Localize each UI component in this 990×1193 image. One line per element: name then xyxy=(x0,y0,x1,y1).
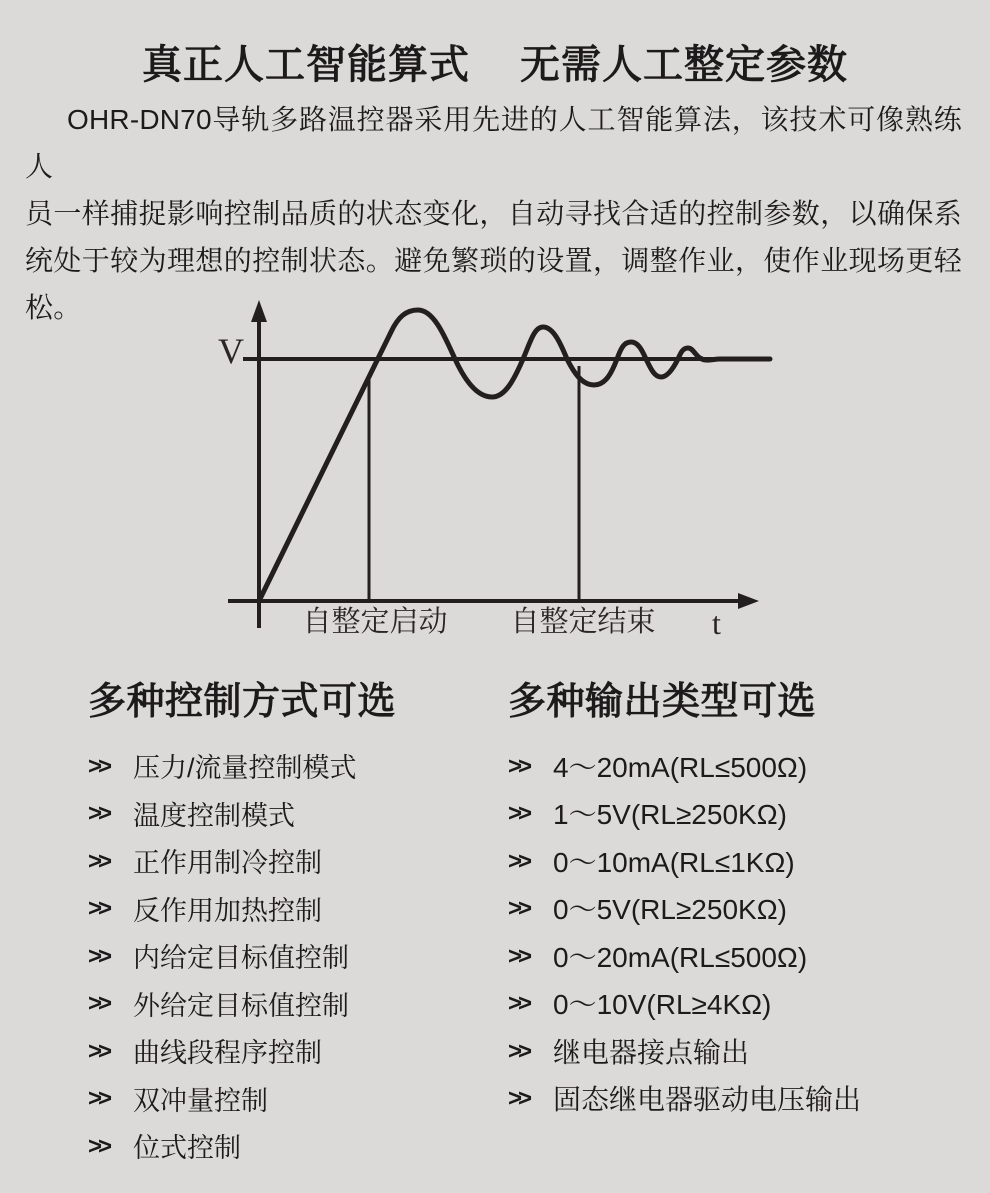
list-item xyxy=(88,742,498,790)
double-chevron-icon: >> xyxy=(508,752,529,780)
double-chevron-icon: >> xyxy=(508,942,529,970)
list-item xyxy=(88,932,498,980)
double-chevron-icon: >> xyxy=(508,1037,529,1065)
list-item xyxy=(88,837,498,885)
list-item-label: 继电器接点输出 xyxy=(553,1036,750,1068)
double-chevron-icon: >> xyxy=(88,895,109,923)
x-axis-arrow-icon xyxy=(738,593,759,609)
list-item xyxy=(88,1027,498,1075)
list-item-label: 位式控制 xyxy=(133,1133,241,1164)
list-item-label: 0～10V(RL≥4KΩ) xyxy=(553,989,772,1021)
list-item-label: 固态继电器驱动电压输出 xyxy=(553,1084,862,1116)
list-item xyxy=(88,980,498,1028)
double-chevron-icon: >> xyxy=(88,1132,109,1160)
list-item-label: 0～10mA(RL≤1KΩ) xyxy=(553,846,795,878)
list-item xyxy=(88,1075,498,1123)
list-item xyxy=(508,1075,968,1123)
response-curve xyxy=(259,310,770,601)
double-chevron-icon: >> xyxy=(88,1085,109,1113)
list-item xyxy=(508,790,968,838)
double-chevron-icon: >> xyxy=(88,1037,109,1065)
list-item xyxy=(88,790,498,838)
double-chevron-icon: >> xyxy=(508,1085,529,1113)
tuning-start-label: 自整定启动 xyxy=(302,606,448,638)
y-axis-arrow-icon xyxy=(251,300,267,322)
auto-tuning-curve-svg xyxy=(215,295,785,645)
double-chevron-icon: >> xyxy=(508,847,529,875)
double-chevron-icon: >> xyxy=(508,895,529,923)
output-types-section xyxy=(508,680,968,1122)
list-item-label: 0～20mA(RL≤500Ω) xyxy=(553,941,808,973)
page-title-part1: 真正人工智能算式 xyxy=(142,43,470,87)
x-axis-label: t xyxy=(712,605,721,641)
output-types-heading: 多种输出类型可选 xyxy=(508,681,817,723)
double-chevron-icon: >> xyxy=(508,800,529,828)
list-item xyxy=(508,980,968,1028)
list-item xyxy=(508,1027,968,1075)
list-item-label: 0～5V(RL≥250KΩ) xyxy=(553,894,787,926)
list-item-label: 正作用制冷控制 xyxy=(133,848,322,879)
double-chevron-icon: >> xyxy=(88,800,109,828)
double-chevron-icon: >> xyxy=(88,990,109,1018)
list-item xyxy=(88,1122,498,1170)
list-item-label: 曲线段程序控制 xyxy=(133,1038,322,1069)
intro-line: 员一样捕捉影响控制品质的状态变化，自动寻找合适的控制参数，以确保系 xyxy=(25,198,962,229)
intro-line: 松。 xyxy=(25,292,82,323)
double-chevron-icon: >> xyxy=(508,990,529,1018)
double-chevron-icon: >> xyxy=(88,847,109,875)
intro-line: 统处于较为理想的控制状态。避免繁琐的设置，调整作业，使作业现场更轻 xyxy=(25,245,962,276)
list-item-label: 1～5V(RL≥250KΩ) xyxy=(553,799,787,831)
double-chevron-icon: >> xyxy=(88,942,109,970)
list-item-label: 内给定目标值控制 xyxy=(133,943,349,974)
auto-tuning-diagram xyxy=(215,295,785,645)
list-item-label: 温度控制模式 xyxy=(133,800,295,831)
y-axis-label: V xyxy=(218,331,244,371)
list-item-label: 外给定目标值控制 xyxy=(133,990,349,1021)
control-modes-heading: 多种控制方式可选 xyxy=(88,681,397,723)
list-item-label: 4～20mA(RL≤500Ω) xyxy=(553,751,808,783)
list-item xyxy=(88,885,498,933)
list-item xyxy=(508,932,968,980)
page-title xyxy=(0,33,990,90)
list-item xyxy=(508,885,968,933)
list-item-label: 反作用加热控制 xyxy=(133,895,322,926)
control-modes-section xyxy=(88,680,498,1170)
list-item xyxy=(508,742,968,790)
double-chevron-icon: >> xyxy=(88,752,109,780)
intro-line: OHR-DN70导轨多路温控器采用先进的人工智能算法，该技术可像熟练人 xyxy=(25,104,962,182)
page-title-part2: 无需人工整定参数 xyxy=(520,43,848,87)
tuning-end-label: 自整定结束 xyxy=(510,606,656,638)
list-item-label: 压力/流量控制模式 xyxy=(133,753,357,784)
list-item xyxy=(508,837,968,885)
list-item-label: 双冲量控制 xyxy=(133,1085,268,1116)
